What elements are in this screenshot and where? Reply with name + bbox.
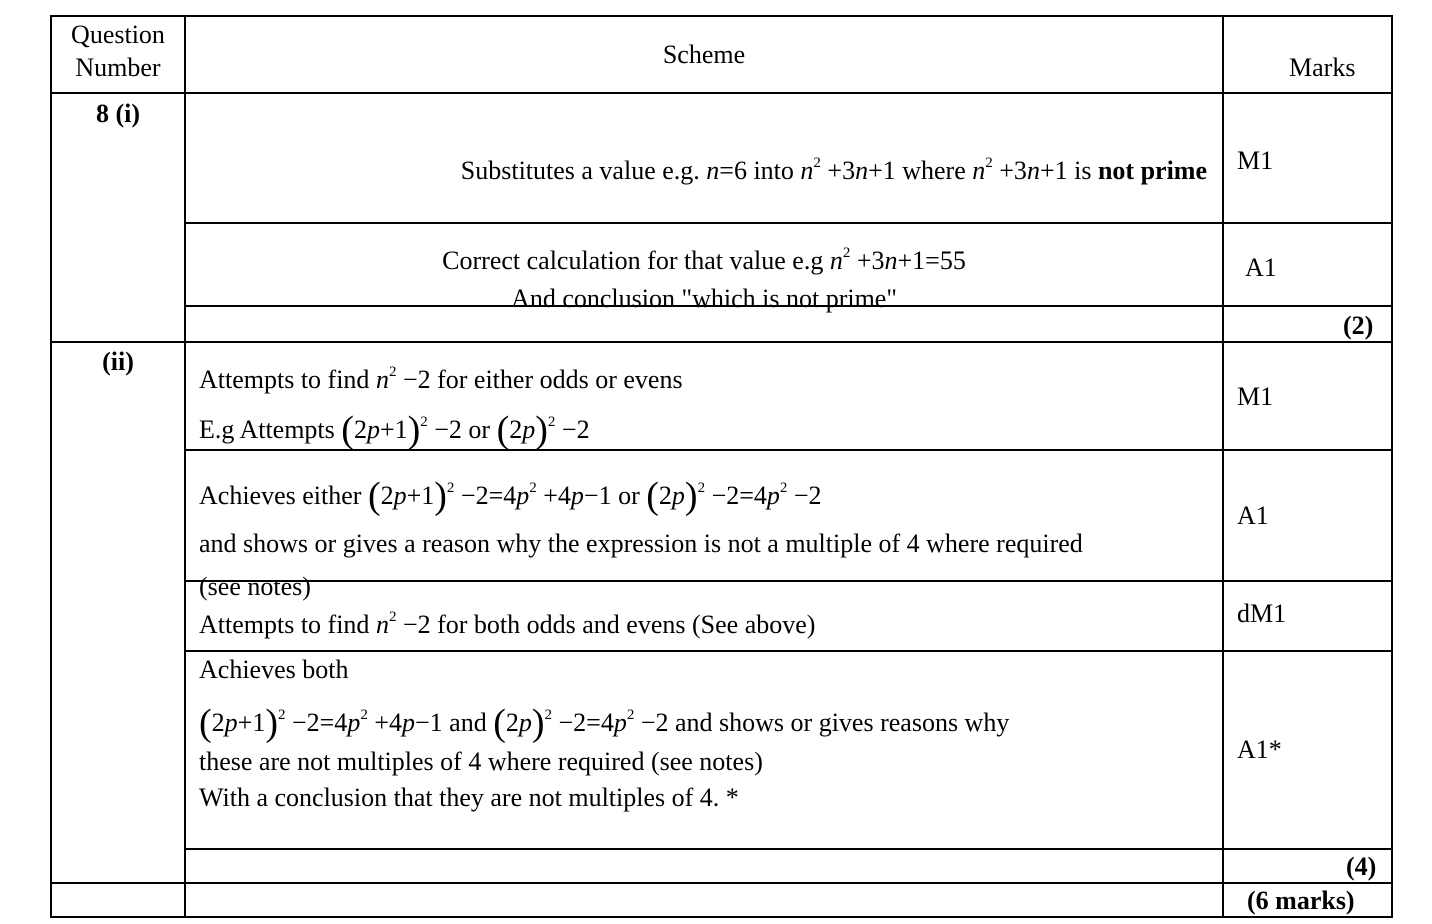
scheme-line xyxy=(199,518,1083,570)
text-segment: 2 xyxy=(353,415,367,444)
text-segment: −2=4 xyxy=(454,481,517,510)
text-segment: p xyxy=(393,481,407,510)
row-divider xyxy=(185,848,1393,850)
scheme-line xyxy=(199,458,1083,518)
text-segment: −2 for either odds or evens xyxy=(396,365,683,394)
text-segment: ) xyxy=(434,475,447,517)
text-segment: n xyxy=(855,156,869,185)
text-segment: +1=55 xyxy=(897,246,966,275)
text-segment: ) xyxy=(531,702,545,744)
table-border-bottom xyxy=(50,916,1393,918)
text-segment: +1 is xyxy=(1039,156,1098,185)
question-label-ii: (ii) xyxy=(102,347,134,376)
text-segment: p xyxy=(613,708,627,737)
text-segment: not prime xyxy=(1097,156,1207,185)
text-segment: Attempts to find xyxy=(199,610,376,639)
text-segment: these are not multiples of 4 where required (see notes) xyxy=(199,747,763,776)
header-question-number xyxy=(52,18,184,84)
scheme-line xyxy=(199,401,683,451)
text-segment: ( xyxy=(341,409,354,451)
text-segment: ( xyxy=(199,702,212,744)
scheme-row xyxy=(199,351,683,451)
text-segment: −2 xyxy=(787,481,822,510)
text-segment: 2 xyxy=(547,414,556,430)
text-segment: n xyxy=(972,156,986,185)
text-segment: −2 or xyxy=(427,415,497,444)
text-segment: −2=4 xyxy=(285,708,348,737)
scheme-row xyxy=(186,234,1222,318)
text-segment: p xyxy=(516,481,530,510)
scheme-row xyxy=(190,144,1207,190)
scheme-row xyxy=(199,653,1009,815)
scheme-line xyxy=(199,653,1009,687)
text-segment: p xyxy=(401,708,415,737)
header-text: Question xyxy=(71,20,165,49)
scheme-line xyxy=(199,781,1009,815)
text-segment: Substitutes a value e.g. xyxy=(460,156,707,185)
mark-code: dM1 xyxy=(1237,599,1287,628)
scheme-row xyxy=(199,458,1083,604)
text-segment: p xyxy=(671,481,685,510)
text-segment: n xyxy=(800,156,814,185)
text-segment: −1 or xyxy=(583,481,647,510)
text-segment: ) xyxy=(265,702,278,744)
row-divider xyxy=(50,92,1393,94)
text-segment: 2 xyxy=(658,481,672,510)
text-segment: +1 xyxy=(406,481,435,510)
text-segment: =6 into xyxy=(719,156,801,185)
text-segment: 2 xyxy=(813,155,821,171)
text-segment: E.g Attempts xyxy=(199,415,342,444)
text-segment: −2=4 xyxy=(552,708,614,737)
text-segment: +4 xyxy=(536,481,571,510)
row-divider xyxy=(50,341,1393,343)
text-segment: Correct calculation for that value e.g xyxy=(442,246,830,275)
text-segment: 2 xyxy=(211,708,225,737)
mark-code: A1 xyxy=(1245,253,1277,282)
text-segment: n xyxy=(706,156,720,185)
subtotal-marks: (4) xyxy=(1346,852,1377,881)
scheme-line xyxy=(199,743,1009,781)
text-segment: p xyxy=(518,708,532,737)
scheme-line xyxy=(199,570,1083,604)
text-segment: ) xyxy=(407,409,421,451)
text-segment: 2 xyxy=(420,414,428,430)
text-segment: And conclusion "which is not prime" xyxy=(511,284,897,313)
text-segment: (see notes) xyxy=(199,572,311,601)
text-segment: p xyxy=(766,481,780,510)
row-divider xyxy=(50,882,1393,884)
text-segment: ) xyxy=(684,475,698,517)
text-segment: −2 and shows or gives reasons why xyxy=(634,708,1010,737)
text-segment: Achieves either xyxy=(199,481,368,510)
text-segment: +3 xyxy=(992,156,1027,185)
scheme-line xyxy=(199,351,683,401)
text-segment: n xyxy=(375,610,389,639)
text-segment: n xyxy=(829,246,843,275)
text-segment: +1 xyxy=(237,708,266,737)
column-divider xyxy=(184,15,186,918)
mark-code: M1 xyxy=(1237,382,1274,411)
text-segment: 2 xyxy=(544,707,552,723)
text-segment: +1 xyxy=(379,415,408,444)
row-divider xyxy=(185,222,1393,224)
text-segment: −1 and xyxy=(414,708,494,737)
mark-code: A1* xyxy=(1237,735,1282,764)
text-segment: p xyxy=(366,415,380,444)
text-segment: n xyxy=(1026,156,1040,185)
text-segment: +3 xyxy=(850,246,885,275)
text-segment: With a conclusion that they are not multiples of 4. * xyxy=(199,783,739,812)
header-marks: Marks xyxy=(1289,53,1356,82)
text-segment: p xyxy=(570,481,584,510)
text-segment: ) xyxy=(535,409,548,451)
text-segment: p xyxy=(522,415,536,444)
question-label-8i: 8 (i) xyxy=(95,99,141,128)
text-segment: +3 xyxy=(820,156,856,185)
text-segment: 2 xyxy=(697,480,706,496)
scheme-row xyxy=(199,600,815,642)
text-segment: 2 xyxy=(626,707,635,723)
text-segment: −2 xyxy=(555,415,590,444)
text-segment: 2 xyxy=(388,364,397,380)
total-marks: (6 marks) xyxy=(1247,886,1355,915)
scheme-line xyxy=(186,280,1222,318)
text-segment: Attempts to find xyxy=(199,365,376,394)
text-segment: 2 xyxy=(277,707,286,723)
text-segment: p xyxy=(224,708,238,737)
subtotal-marks: (2) xyxy=(1343,311,1374,340)
text-segment: 2 xyxy=(509,415,523,444)
text-segment: +4 xyxy=(367,708,402,737)
text-segment: 2 xyxy=(388,609,397,625)
mark-code: M1 xyxy=(1237,146,1274,175)
header-scheme: Scheme xyxy=(662,40,746,69)
text-segment: ( xyxy=(646,475,659,517)
text-segment: p xyxy=(347,708,361,737)
scheme-line xyxy=(199,600,815,642)
text-segment: 2 xyxy=(360,707,368,723)
scheme-line xyxy=(186,234,1222,280)
text-segment: ( xyxy=(496,409,510,451)
scheme-line xyxy=(199,687,1009,743)
column-divider xyxy=(1391,15,1393,918)
header-text: Number xyxy=(75,53,161,82)
text-segment: 2 xyxy=(446,480,455,496)
text-segment: +1 where xyxy=(868,156,973,185)
scheme-line xyxy=(190,144,1207,190)
column-divider xyxy=(1222,15,1224,918)
text-segment: and shows or gives a reason why the expression is not a multiple of 4 where required xyxy=(199,529,1083,558)
column-divider xyxy=(50,15,52,918)
text-segment: 2 xyxy=(842,245,851,261)
table-border-top xyxy=(50,15,1393,17)
text-segment: n xyxy=(884,246,898,275)
text-segment: n xyxy=(375,365,389,394)
text-segment: 2 xyxy=(380,481,394,510)
text-segment: −2=4 xyxy=(705,481,767,510)
text-segment: ( xyxy=(367,475,381,517)
text-segment: −2 for both odds and evens (See above) xyxy=(396,610,816,639)
text-segment: ( xyxy=(493,702,506,744)
row-divider xyxy=(185,650,1393,652)
text-segment: 2 xyxy=(529,480,537,496)
text-segment: Achieves both xyxy=(199,655,349,684)
text-segment: 2 xyxy=(985,155,993,171)
text-segment: 2 xyxy=(779,480,788,496)
mark-code: A1 xyxy=(1237,501,1269,530)
text-segment: 2 xyxy=(505,708,519,737)
